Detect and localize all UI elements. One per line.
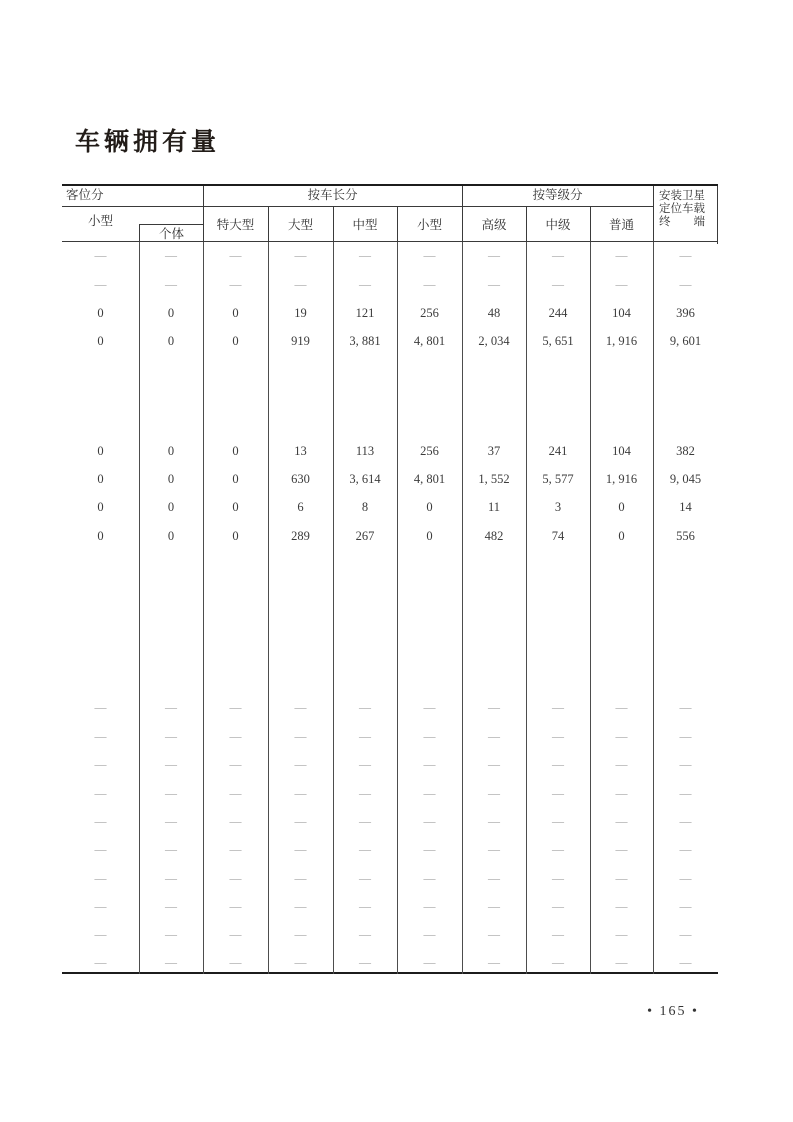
table-cell: 0 <box>232 529 239 543</box>
table-cell: — <box>615 700 628 714</box>
table-cell: — <box>359 842 371 856</box>
table-cell: — <box>294 927 307 941</box>
table-cell: — <box>423 871 436 885</box>
header-satellite-char-right: 端 <box>693 216 705 228</box>
table-cell: — <box>294 786 307 800</box>
table-cell: 0 <box>97 472 104 486</box>
table-cell: 14 <box>679 500 692 514</box>
table-cell: — <box>488 899 500 913</box>
table-cell: — <box>615 899 628 913</box>
table-cell: — <box>94 786 107 800</box>
table-cell: — <box>552 700 564 714</box>
table-cell: — <box>488 786 500 800</box>
column-divider <box>397 242 398 974</box>
table-row <box>62 953 718 971</box>
table-cell: — <box>423 786 436 800</box>
header-sub-individual: 个体 <box>139 224 203 244</box>
table-cell: — <box>615 927 628 941</box>
table-cell: 2, 034 <box>478 334 510 348</box>
table-row <box>62 246 718 264</box>
table-cell: 8 <box>361 500 369 514</box>
table-row <box>62 925 718 943</box>
table-cell: 0 <box>167 472 175 486</box>
header-section-divider <box>203 186 204 244</box>
table-cell: 396 <box>676 306 695 320</box>
page-number: • 165 • <box>647 1004 699 1019</box>
column-divider <box>139 242 140 974</box>
table-cell: 4, 801 <box>413 472 446 486</box>
table-cell: 1, 552 <box>478 472 510 486</box>
table-cell: — <box>94 757 107 771</box>
table-cell: — <box>615 729 628 743</box>
table-cell: — <box>294 842 307 856</box>
table-cell: — <box>488 842 500 856</box>
table-cell: — <box>94 842 107 856</box>
table-cell: 630 <box>291 472 310 486</box>
table-cell: 256 <box>420 444 439 458</box>
table-row <box>62 275 718 293</box>
table-cell: — <box>94 899 107 913</box>
table-cell: 256 <box>420 306 439 320</box>
table-cell: 1, 916 <box>605 472 638 486</box>
header-satellite-line1: 安装卫星 <box>659 190 705 202</box>
table-cell: 9, 601 <box>669 334 702 348</box>
vehicle-ownership-table <box>62 184 718 974</box>
column-divider <box>268 242 269 974</box>
table-cell: — <box>679 757 692 771</box>
header-sub-large: 大型 <box>287 218 313 232</box>
table-cell: — <box>165 248 177 262</box>
table-cell: 0 <box>97 306 104 320</box>
table-cell: — <box>294 729 307 743</box>
table-cell: 13 <box>294 444 307 458</box>
table-cell: — <box>552 842 564 856</box>
column-divider <box>653 242 654 974</box>
table-cell: — <box>165 814 177 828</box>
header-group-grade: 按等级分 <box>532 188 583 202</box>
table-cell: — <box>615 786 628 800</box>
table-cell: — <box>679 814 692 828</box>
table-cell: — <box>359 700 371 714</box>
table-cell: 0 <box>618 529 625 543</box>
table-cell: 121 <box>355 306 375 320</box>
table-cell: 482 <box>484 529 504 543</box>
table-cell: — <box>488 814 500 828</box>
table-cell: — <box>615 842 628 856</box>
table-cell: 0 <box>618 500 625 514</box>
table-cell: — <box>359 814 371 828</box>
table-cell: — <box>552 248 564 262</box>
table-cell: — <box>94 814 107 828</box>
header-sub-mid: 中级 <box>545 218 571 232</box>
header-satellite-char-left: 终 <box>659 216 671 228</box>
table-cell: 74 <box>551 529 565 543</box>
table-cell: — <box>552 927 564 941</box>
table-cell: — <box>423 842 436 856</box>
table-cell: — <box>94 927 107 941</box>
table-cell: — <box>423 927 436 941</box>
table-row <box>62 698 718 716</box>
table-cell: 0 <box>97 529 104 543</box>
table-cell: 113 <box>355 444 375 458</box>
table-cell: — <box>679 899 692 913</box>
table-cell: — <box>423 955 436 969</box>
table-cell: — <box>229 757 242 771</box>
header-satellite-line2: 定位车载 <box>659 203 705 215</box>
table-cell: — <box>552 899 564 913</box>
table-cell: — <box>94 955 107 969</box>
table-cell: — <box>359 955 371 969</box>
header-sub-ordinary: 普通 <box>608 218 634 232</box>
table-cell: 0 <box>232 472 239 486</box>
table-cell: 919 <box>291 334 310 348</box>
table-cell: — <box>359 899 371 913</box>
table-row <box>62 897 718 915</box>
table-cell: — <box>229 871 242 885</box>
table-cell: — <box>294 700 307 714</box>
header-column-divider <box>268 206 269 244</box>
table-cell: — <box>359 248 371 262</box>
table-cell: — <box>552 757 564 771</box>
column-divider <box>333 242 334 974</box>
table-cell: — <box>165 927 177 941</box>
column-divider <box>526 242 527 974</box>
table-cell: 0 <box>167 500 175 514</box>
header-column-divider <box>333 206 334 244</box>
table-row <box>62 784 718 802</box>
table-cell: — <box>423 899 436 913</box>
table-cell: 9, 045 <box>669 472 702 486</box>
table-cell: — <box>423 757 436 771</box>
table-cell: 3, 614 <box>349 472 381 486</box>
table-cell: — <box>423 277 436 291</box>
table-cell: 0 <box>97 444 104 458</box>
table-cell: — <box>229 786 242 800</box>
table-cell: — <box>229 927 242 941</box>
header-satellite-line3 <box>659 216 705 229</box>
table-cell: — <box>488 927 500 941</box>
table-cell: — <box>552 729 564 743</box>
table-row <box>62 332 718 350</box>
table-row <box>62 470 718 488</box>
table-cell: — <box>94 871 107 885</box>
table-cell: — <box>552 955 564 969</box>
header-sub-high: 高级 <box>481 218 507 232</box>
header-satellite-terminal <box>653 186 718 244</box>
table-cell: — <box>679 927 692 941</box>
table-cell: — <box>165 871 177 885</box>
header-column-divider <box>397 206 398 244</box>
table-header <box>62 184 718 242</box>
column-divider <box>203 242 204 974</box>
table-cell: — <box>615 277 628 291</box>
table-cell: — <box>615 814 628 828</box>
header-section-divider <box>462 186 463 244</box>
table-cell: — <box>679 786 692 800</box>
table-cell: 4, 801 <box>413 334 446 348</box>
table-cell: — <box>165 842 177 856</box>
table-cell: — <box>552 786 564 800</box>
table-cell: — <box>679 955 692 969</box>
table-cell: 5, 577 <box>542 472 574 486</box>
table-row <box>62 727 718 745</box>
table-cell: 0 <box>167 444 175 458</box>
table-body <box>62 242 718 974</box>
table-cell: — <box>488 277 500 291</box>
table-cell: 0 <box>426 500 433 514</box>
table-cell: 0 <box>426 529 433 543</box>
table-cell: — <box>615 248 628 262</box>
header-sub-medium: 中型 <box>352 218 378 232</box>
table-cell: — <box>229 248 242 262</box>
table-cell: — <box>423 729 436 743</box>
table-cell: — <box>679 871 692 885</box>
table-cell: 0 <box>232 444 239 458</box>
table-cell: 6 <box>297 500 304 514</box>
table-cell: 0 <box>167 306 175 320</box>
table-cell: — <box>294 277 307 291</box>
table-cell: 0 <box>232 306 239 320</box>
table-cell: 0 <box>167 334 175 348</box>
table-cell: — <box>229 729 242 743</box>
table-cell: — <box>488 871 500 885</box>
table-row <box>62 442 718 460</box>
table-cell: — <box>294 899 307 913</box>
table-cell: 48 <box>487 306 501 320</box>
table-cell: 5, 651 <box>542 334 574 348</box>
table-cell: — <box>488 248 500 262</box>
column-divider <box>462 242 463 974</box>
table-cell: — <box>229 899 242 913</box>
table-cell: — <box>294 955 307 969</box>
table-cell: — <box>294 248 307 262</box>
page-title: 车辆拥有量 <box>75 129 221 156</box>
table-cell: — <box>359 927 371 941</box>
table-cell: 289 <box>291 529 310 543</box>
table-cell: — <box>423 814 436 828</box>
table-cell: — <box>679 729 692 743</box>
table-cell: — <box>165 786 177 800</box>
table-cell: — <box>165 277 177 291</box>
table-cell: — <box>679 277 692 291</box>
table-cell: — <box>359 277 371 291</box>
table-row <box>62 812 718 830</box>
table-cell: — <box>94 700 107 714</box>
table-cell: 241 <box>548 444 568 458</box>
table-cell: 0 <box>97 334 104 348</box>
header-sub-extra-large: 特大型 <box>216 218 255 232</box>
table-cell: 104 <box>612 306 631 320</box>
table-cell: 267 <box>355 529 375 543</box>
table-row <box>62 840 718 858</box>
table-cell: — <box>94 248 107 262</box>
table-cell: — <box>229 955 242 969</box>
table-cell: 556 <box>676 529 695 543</box>
table-cell: 11 <box>487 500 501 514</box>
table-cell: 104 <box>612 444 631 458</box>
table-cell: — <box>615 757 628 771</box>
table-cell: — <box>294 757 307 771</box>
table-cell: 1, 916 <box>605 334 638 348</box>
table-cell: — <box>679 248 692 262</box>
header-sub-small: 小型 <box>87 214 113 228</box>
table-cell: 0 <box>167 529 175 543</box>
table-cell: — <box>552 814 564 828</box>
table-cell: — <box>615 871 628 885</box>
table-cell: — <box>679 842 692 856</box>
table-cell: — <box>229 842 242 856</box>
table-row <box>62 527 718 545</box>
table-cell: — <box>165 955 177 969</box>
table-cell: 382 <box>676 444 695 458</box>
table-cell: — <box>488 700 500 714</box>
table-cell: — <box>488 955 500 969</box>
table-cell: — <box>423 248 436 262</box>
table-cell: 0 <box>232 334 239 348</box>
table-cell: — <box>552 277 564 291</box>
table-cell: — <box>615 955 628 969</box>
table-cell: 19 <box>294 306 307 320</box>
table-row <box>62 498 718 516</box>
table-cell: 3 <box>554 500 562 514</box>
table-cell: — <box>165 729 177 743</box>
table-cell: — <box>552 871 564 885</box>
table-cell: — <box>229 700 242 714</box>
table-cell: — <box>165 899 177 913</box>
table-cell: — <box>679 700 692 714</box>
table-cell: — <box>229 277 242 291</box>
table-cell: — <box>359 729 371 743</box>
header-column-divider <box>526 206 527 244</box>
table-cell: — <box>359 757 371 771</box>
table-cell: — <box>229 814 242 828</box>
table-cell: — <box>165 700 177 714</box>
table-cell: 37 <box>487 444 501 458</box>
table-row <box>62 304 718 322</box>
table-row <box>62 755 718 773</box>
table-cell: 0 <box>97 500 104 514</box>
header-group-length: 按车长分 <box>307 188 358 202</box>
table-cell: — <box>488 729 500 743</box>
table-cell: — <box>94 729 107 743</box>
table-cell: — <box>294 871 307 885</box>
table-cell: — <box>359 871 371 885</box>
table-cell: — <box>359 786 371 800</box>
table-cell: — <box>165 757 177 771</box>
table-cell: 0 <box>232 500 239 514</box>
header-column-divider <box>590 206 591 244</box>
header-sub-small2: 小型 <box>416 218 442 232</box>
table-cell: — <box>294 814 307 828</box>
table-cell: — <box>423 700 436 714</box>
table-cell: — <box>488 757 500 771</box>
table-cell: 244 <box>548 306 568 320</box>
table-row <box>62 869 718 887</box>
table-cell: 3, 881 <box>349 334 381 348</box>
table-cell: — <box>94 277 107 291</box>
header-group-passenger: 客位分 <box>66 188 104 202</box>
column-divider <box>590 242 591 974</box>
